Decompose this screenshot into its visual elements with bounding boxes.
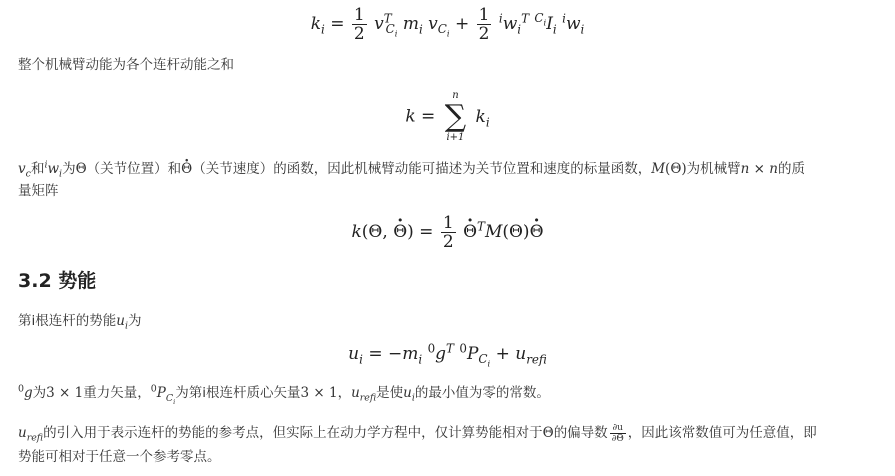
text-and: 和 [30, 161, 45, 177]
text-mass-of: 的质 [777, 161, 805, 177]
text-is-make: 是使 [376, 385, 404, 401]
equation-potential-energy: $u_i = -m_i$ $^0g^T$ $^0P_{C_i} + u_{refi}$ [348, 341, 547, 369]
text-mass-matrix: 量矩阵 [18, 183, 59, 199]
equation-sum-kinetic: k = n ∑ i+1 $k_i$ [405, 90, 490, 143]
text-min-constant: 的最小值为零的常数。 [414, 385, 550, 401]
text-joint-position: （关节位置）和 [86, 161, 182, 177]
sum-upper-limit: n [452, 90, 459, 101]
paragraph-function-of: $v_c$和$^iw_i$为Θ（关节位置）和Θ ·（关节速度）的函数，因此机械臂动能可描述为关节位置和速度的标量函数，M(Θ)为机械臂n × n的质 [18, 158, 888, 180]
paragraph-reference-line2 [18, 446, 888, 468]
sum-lower-limit: i+1 [446, 132, 465, 143]
text-reference-3: ，因此该常数值可为任意值，即 [627, 425, 817, 441]
paragraph-reference: $u_{refi}$的引入用于表示连杆的势能的参考点，但实际上在动力学方程中，仅计算势能相对于Θ的偏导数 $\frac{\partial u}{\partial\Theta}$ ，因此该常数值可为任意值，即 [18, 422, 817, 444]
text-joint-velocity: （关节速度）的函数，因此机械臂动能可描述为关节位置和速度的标量函数， [192, 161, 652, 177]
text-potential-prefix: 第i根连杆的势能 [18, 313, 117, 329]
text-reference-1: 的引入用于表示连杆的势能的参考点，但实际上在动力学方程中，仅计算势能相对于 [43, 425, 543, 441]
equation-link-kinetic-energy: $k_i$ = $\frac{1}{2}$ $v^T_{C_i}$ $m_i$ $v_{C_i}$ + $\frac{1}{2}$ $^iw_i^T$ $^{C_i}I_i$ $^iw_i$ [310, 5, 585, 44]
paragraph-function-of-line2 [18, 180, 888, 202]
paragraph-total-kinetic [18, 54, 888, 76]
paragraph-text: 整个机械臂动能为各个连杆动能之和 [18, 57, 234, 73]
text-reference-2: 的偏导数 [553, 425, 608, 441]
text-is: 为 [32, 385, 47, 401]
text-is: 为 [62, 161, 76, 177]
section-title: 3.2 势能 [18, 270, 97, 292]
paragraph-potential-intro: 第i根连杆的势能$u_i$为 [18, 313, 142, 332]
summation-symbol: n ∑ i+1 [444, 90, 467, 143]
text-mass-is: 为机械臂 [686, 161, 741, 177]
text-gravity-vector: 重力矢量， [83, 385, 151, 401]
text-reference-line2: 势能可相对于任意一个参考零点。 [18, 449, 221, 465]
text-potential-suffix: 为 [128, 313, 142, 329]
text-centroid-vector: 为第i根连杆质心矢量 [175, 385, 301, 401]
equation-quadratic-form: k(Θ, Θ ·) = $\frac{1}{2}$ Θ ·$^T$M(Θ)Θ · [0, 214, 895, 251]
text-comma: ， [337, 385, 352, 401]
paragraph-vectors: $^0$g为3 × 1重力矢量，$^0P_{C_i}$为第i根连杆质心矢量3 × 1，$u_{refi}$是使$u_i$的最小值为零的常数。 [18, 383, 550, 406]
